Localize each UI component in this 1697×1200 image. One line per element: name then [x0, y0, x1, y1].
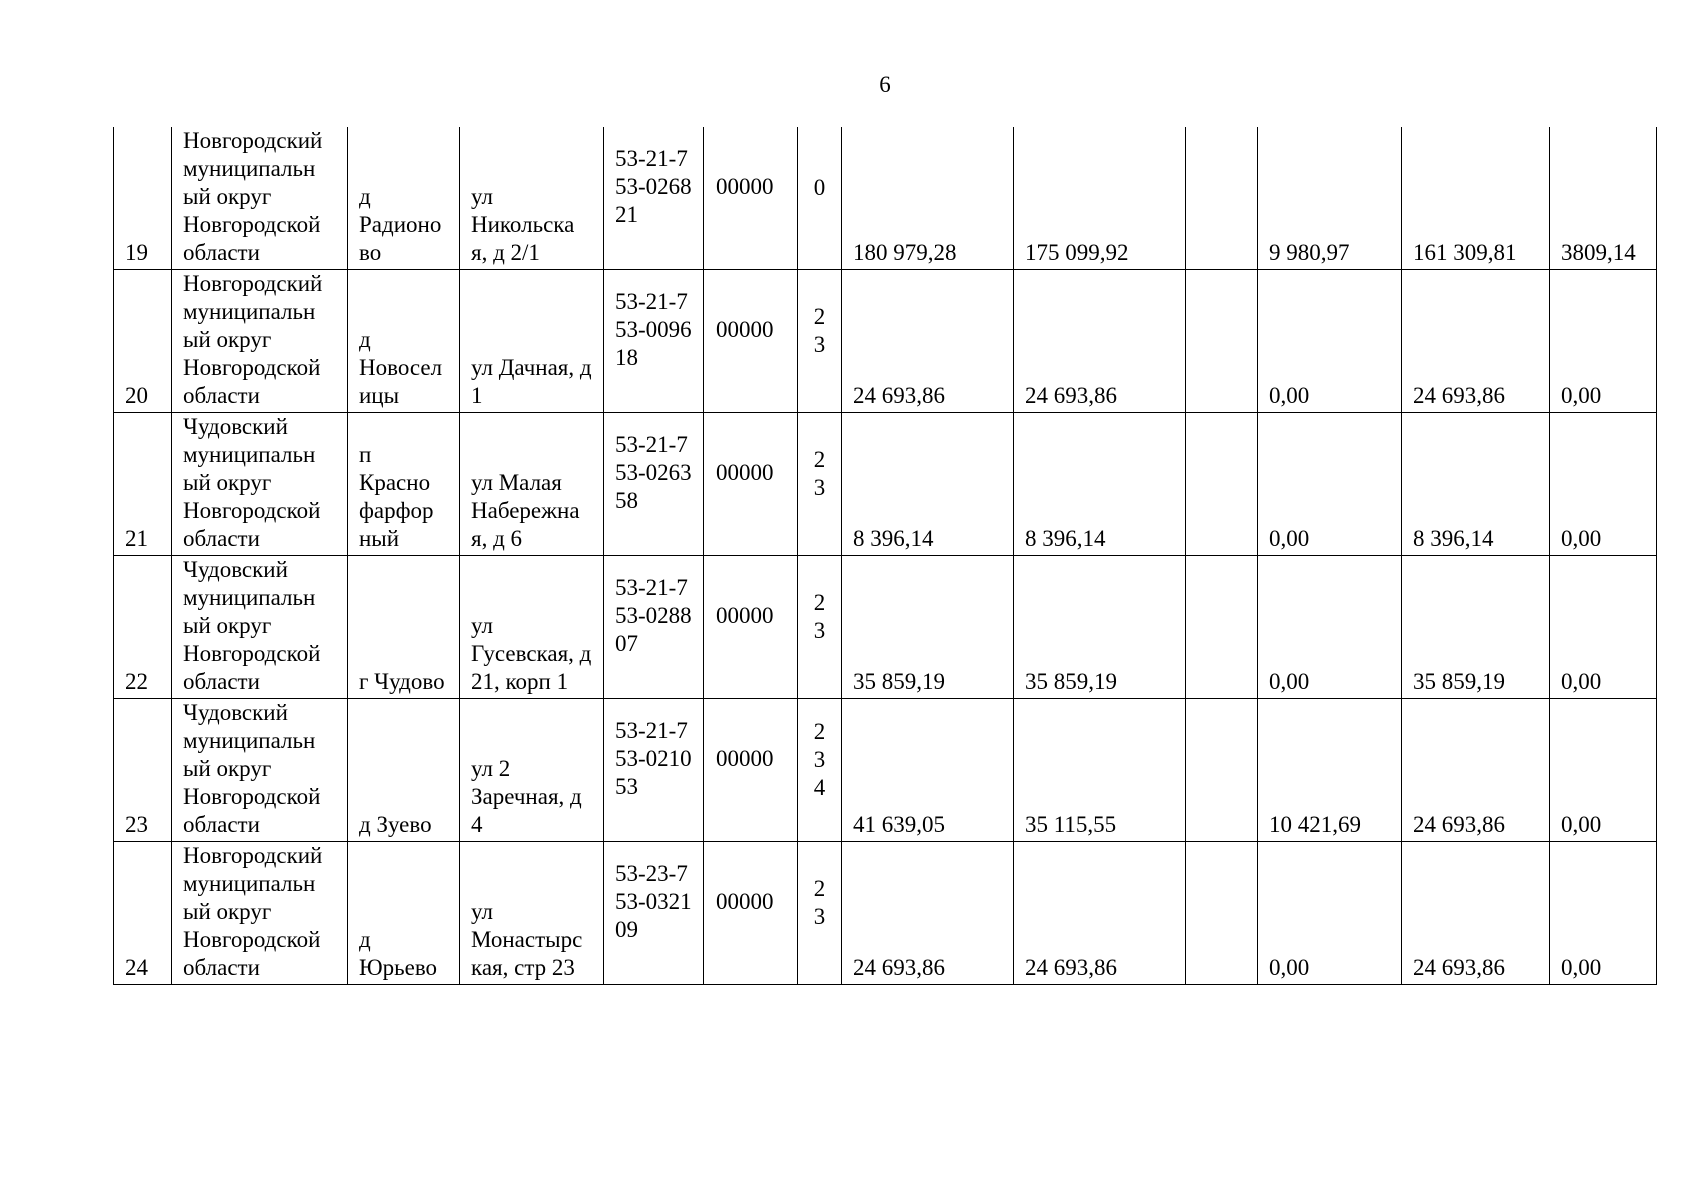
code-cell — [604, 699, 704, 842]
code-text: 53-21-753-021053 — [615, 718, 692, 799]
empty-cell — [1186, 842, 1258, 985]
empty-cell — [1186, 413, 1258, 556]
indicator-digit: 3 — [813, 618, 826, 643]
locality-cell: д Новосел ицы — [348, 270, 460, 413]
amount-col6-cell: 0,00 — [1550, 699, 1657, 842]
indicator-digit: 0 — [813, 175, 826, 200]
code-text: 53-21-753-026821 — [615, 146, 692, 227]
amount-total-cell: 35 859,19 — [842, 556, 1014, 699]
zeros-code-cell — [704, 842, 798, 985]
table-row — [114, 699, 1657, 842]
row-number-cell: 20 — [114, 270, 172, 413]
code-cell — [604, 413, 704, 556]
amount-col5-cell: 161 309,81 — [1402, 127, 1550, 270]
empty-cell — [1186, 270, 1258, 413]
locality-cell: п Красно фарфор ный — [348, 413, 460, 556]
code-cell — [604, 270, 704, 413]
locality-cell: д Зуево — [348, 699, 460, 842]
amount-col5-cell: 8 396,14 — [1402, 413, 1550, 556]
empty-cell — [1186, 699, 1258, 842]
amount-col2-cell: 24 693,86 — [1014, 842, 1186, 985]
amount-col2-cell: 35 115,55 — [1014, 699, 1186, 842]
district-cell: Чудовский муниципальн ый округ Новгородской области — [172, 699, 348, 842]
address-cell: ул Малая Набережна я, д 6 — [460, 413, 604, 556]
district-cell: Новгородский муниципальн ый округ Новгородской области — [172, 127, 348, 270]
code-text: 53-21-753-026358 — [615, 432, 692, 513]
empty-cell — [1186, 127, 1258, 270]
zeros-code-cell — [704, 413, 798, 556]
amount-total-cell: 24 693,86 — [842, 842, 1014, 985]
zeros-code-text: 00000 — [716, 174, 774, 199]
indicator-cell — [798, 556, 842, 699]
amount-col2-cell: 35 859,19 — [1014, 556, 1186, 699]
row-number-cell: 23 — [114, 699, 172, 842]
amount-col2-cell: 8 396,14 — [1014, 413, 1186, 556]
zeros-code-cell — [704, 270, 798, 413]
table-row — [114, 127, 1657, 270]
indicator-digits — [798, 446, 841, 502]
indicator-digit: 2 — [813, 590, 826, 615]
code-text: 53-23-753-032109 — [615, 861, 692, 942]
amount-total-cell: 41 639,05 — [842, 699, 1014, 842]
code-cell — [604, 842, 704, 985]
indicator-digit: 3 — [813, 747, 826, 772]
indicator-cell — [798, 413, 842, 556]
amount-col6-cell: 0,00 — [1550, 556, 1657, 699]
locality-cell: д Юрьево — [348, 842, 460, 985]
indicator-digit: 2 — [813, 719, 826, 744]
indicator-digits — [798, 589, 841, 645]
indicator-cell — [798, 699, 842, 842]
amount-col5-cell: 24 693,86 — [1402, 270, 1550, 413]
indicator-digits — [798, 174, 841, 202]
indicator-cell — [798, 842, 842, 985]
amount-col5-cell: 24 693,86 — [1402, 842, 1550, 985]
zeros-code-cell — [704, 127, 798, 270]
row-number-cell: 24 — [114, 842, 172, 985]
code-cell — [604, 127, 704, 270]
zeros-code-text: 00000 — [716, 317, 774, 342]
amount-total-cell: 24 693,86 — [842, 270, 1014, 413]
address-cell: ул Никольска я, д 2/1 — [460, 127, 604, 270]
zeros-code-text: 00000 — [716, 603, 774, 628]
indicator-digit: 3 — [813, 904, 826, 929]
code-cell — [604, 556, 704, 699]
table-row — [114, 270, 1657, 413]
zeros-code-text: 00000 — [716, 460, 774, 485]
zeros-code-text: 00000 — [716, 889, 774, 914]
amount-col6-cell: 3809,14 — [1550, 127, 1657, 270]
row-number-cell: 22 — [114, 556, 172, 699]
amount-col4-cell: 0,00 — [1258, 842, 1402, 985]
indicator-digit: 2 — [813, 876, 826, 901]
page-number: 6 — [879, 72, 891, 97]
locality-cell: д Радионо во — [348, 127, 460, 270]
indicator-digit: 2 — [813, 447, 826, 472]
amount-col5-cell: 24 693,86 — [1402, 699, 1550, 842]
amount-col6-cell: 0,00 — [1550, 270, 1657, 413]
amount-col5-cell: 35 859,19 — [1402, 556, 1550, 699]
amount-col4-cell: 0,00 — [1258, 556, 1402, 699]
zeros-code-cell — [704, 699, 798, 842]
indicator-digits — [798, 718, 841, 802]
table-row — [114, 556, 1657, 699]
row-number-cell: 21 — [114, 413, 172, 556]
amount-col6-cell: 0,00 — [1550, 842, 1657, 985]
amount-col4-cell: 0,00 — [1258, 413, 1402, 556]
row-number-cell: 19 — [114, 127, 172, 270]
amount-total-cell: 8 396,14 — [842, 413, 1014, 556]
amount-col4-cell: 10 421,69 — [1258, 699, 1402, 842]
amount-col6-cell: 0,00 — [1550, 413, 1657, 556]
data-table — [113, 127, 1657, 985]
district-cell: Новгородский муниципальн ый округ Новгородской области — [172, 842, 348, 985]
table-row — [114, 842, 1657, 985]
address-cell: ул 2 Заречная, д 4 — [460, 699, 604, 842]
amount-col2-cell: 24 693,86 — [1014, 270, 1186, 413]
amount-col2-cell: 175 099,92 — [1014, 127, 1186, 270]
address-cell: ул Монастырс кая, стр 23 — [460, 842, 604, 985]
table-row — [114, 413, 1657, 556]
amount-col4-cell: 9 980,97 — [1258, 127, 1402, 270]
district-cell: Чудовский муниципальн ый округ Новгородской области — [172, 556, 348, 699]
code-text: 53-21-753-009618 — [615, 289, 692, 370]
district-cell: Чудовский муниципальн ый округ Новгородской области — [172, 413, 348, 556]
indicator-digits — [798, 875, 841, 931]
indicator-digit: 3 — [813, 475, 826, 500]
indicator-digit: 4 — [813, 775, 826, 800]
zeros-code-cell — [704, 556, 798, 699]
indicator-cell — [798, 270, 842, 413]
amount-total-cell: 180 979,28 — [842, 127, 1014, 270]
district-cell: Новгородский муниципальн ый округ Новгородской области — [172, 270, 348, 413]
locality-cell: г Чудово — [348, 556, 460, 699]
amount-col4-cell: 0,00 — [1258, 270, 1402, 413]
indicator-cell — [798, 127, 842, 270]
empty-cell — [1186, 556, 1258, 699]
indicator-digits — [798, 303, 841, 359]
code-text: 53-21-753-028807 — [615, 575, 692, 656]
address-cell: ул Гусевская, д 21, корп 1 — [460, 556, 604, 699]
indicator-digit: 2 — [813, 304, 826, 329]
zeros-code-text: 00000 — [716, 746, 774, 771]
address-cell: ул Дачная, д 1 — [460, 270, 604, 413]
indicator-digit: 3 — [813, 332, 826, 357]
